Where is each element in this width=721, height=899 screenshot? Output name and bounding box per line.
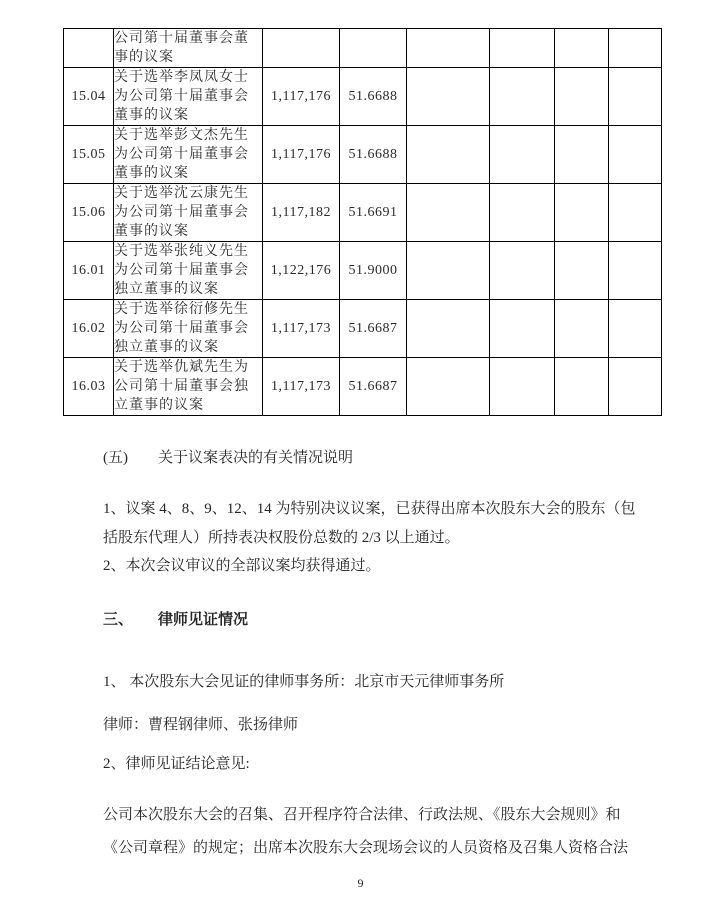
table-row	[64, 300, 662, 358]
proposal-number-cell: 16.03	[64, 358, 114, 416]
votes-cell: 1,117,173	[263, 358, 340, 416]
empty-cell	[609, 68, 662, 126]
votes-cell: 1,117,176	[263, 126, 340, 184]
percentage-cell: 51.9000	[340, 242, 407, 300]
page-number: 9	[357, 876, 364, 890]
empty-cell	[407, 184, 490, 242]
empty-cell	[407, 29, 490, 68]
proposal-title-cell: 关于选举仇斌先生为公司第十届董事会独立董事的议案	[114, 358, 263, 416]
empty-cell	[609, 242, 662, 300]
empty-cell	[555, 68, 609, 126]
proposal-number-cell: 16.02	[64, 300, 114, 358]
empty-cell	[555, 29, 609, 68]
section3-heading-title: 律师见证情况	[158, 612, 249, 628]
empty-cell	[555, 300, 609, 358]
empty-cell	[490, 358, 555, 416]
empty-cell	[490, 300, 555, 358]
proposal-title-cell: 关于选举沈云康先生为公司第十届董事会董事的议案	[114, 184, 263, 242]
percentage-cell: 51.6688	[340, 126, 407, 184]
lawyer-line3: 2、律师见证结论意见:	[103, 756, 250, 772]
empty-cell	[609, 29, 662, 68]
empty-cell	[555, 242, 609, 300]
votes-cell: 1,122,176	[263, 242, 340, 300]
percentage-cell: 51.6688	[340, 68, 407, 126]
lawyer-line2: 律师：曹程钢律师、张扬律师	[103, 717, 299, 733]
empty-cell	[407, 242, 490, 300]
empty-cell	[490, 126, 555, 184]
empty-cell	[555, 126, 609, 184]
section3-heading-number: 三、	[103, 612, 134, 628]
empty-cell	[609, 184, 662, 242]
empty-cell	[490, 68, 555, 126]
empty-cell	[555, 184, 609, 242]
proposal-number-cell: 16.01	[64, 242, 114, 300]
table-row	[64, 126, 662, 184]
empty-cell	[407, 68, 490, 126]
votes-cell: 1,117,173	[263, 300, 340, 358]
percentage-cell: 51.6687	[340, 358, 407, 416]
table-row	[64, 242, 662, 300]
item5-heading	[103, 450, 353, 467]
lawyer-line1: 1、 本次股东大会见证的律师事务所：北京市天元律师事务所	[103, 674, 505, 690]
item5-heading-number: (五)	[103, 450, 128, 466]
proposal-title-cell: 公司第十届董事会董事的议案	[114, 29, 263, 68]
empty-cell	[407, 358, 490, 416]
empty-cell	[407, 300, 490, 358]
paragraph1-line1: 1、议案 4、8、9、12、14 为特别决议议案，已获得出席本次股东大会的股东（包	[103, 501, 636, 517]
conclusion-line2: 《公司章程》的规定；出席本次股东大会现场会议的人员资格及召集人资格合法	[103, 840, 629, 856]
empty-cell	[490, 29, 555, 68]
proposal-title-cell: 关于选举李凤凤女士为公司第十届董事会董事的议案	[114, 68, 263, 126]
empty-cell	[609, 126, 662, 184]
empty-cell	[555, 358, 609, 416]
proposal-number-cell: 15.05	[64, 126, 114, 184]
proposal-title-cell: 关于选举徐衍修先生为公司第十届董事会独立董事的议案	[114, 300, 263, 358]
empty-cell	[609, 358, 662, 416]
conclusion-line1: 公司本次股东大会的召集、召开程序符合法律、行政法规、《股东大会规则》和	[103, 807, 621, 823]
table-row	[64, 358, 662, 416]
empty-cell	[490, 242, 555, 300]
section3-heading	[103, 612, 248, 629]
table-row	[64, 68, 662, 126]
proposal-title-cell: 关于选举张纯义先生为公司第十届董事会独立董事的议案	[114, 242, 263, 300]
votes-cell: 1,117,182	[263, 184, 340, 242]
table-row	[64, 29, 662, 68]
proposal-number-cell: 15.06	[64, 184, 114, 242]
empty-cell	[609, 300, 662, 358]
empty-cell	[490, 184, 555, 242]
percentage-cell	[340, 29, 407, 68]
empty-cell	[407, 126, 490, 184]
percentage-cell: 51.6691	[340, 184, 407, 242]
paragraph2: 2、本次会议审议的全部议案均获得通过。	[103, 558, 381, 574]
votes-cell: 1,117,176	[263, 68, 340, 126]
table-row	[64, 184, 662, 242]
voting-results-table	[63, 28, 662, 416]
percentage-cell: 51.6687	[340, 300, 407, 358]
proposal-number-cell: 15.04	[64, 68, 114, 126]
item5-heading-title: 关于议案表决的有关情况说明	[158, 450, 354, 466]
proposal-number-cell	[64, 29, 114, 68]
proposal-title-cell: 关于选举彭文杰先生为公司第十届董事会董事的议案	[114, 126, 263, 184]
paragraph1-line2: 括股东代理人）所持表决权股份总数的 2/3 以上通过。	[103, 530, 460, 546]
votes-cell	[263, 29, 340, 68]
